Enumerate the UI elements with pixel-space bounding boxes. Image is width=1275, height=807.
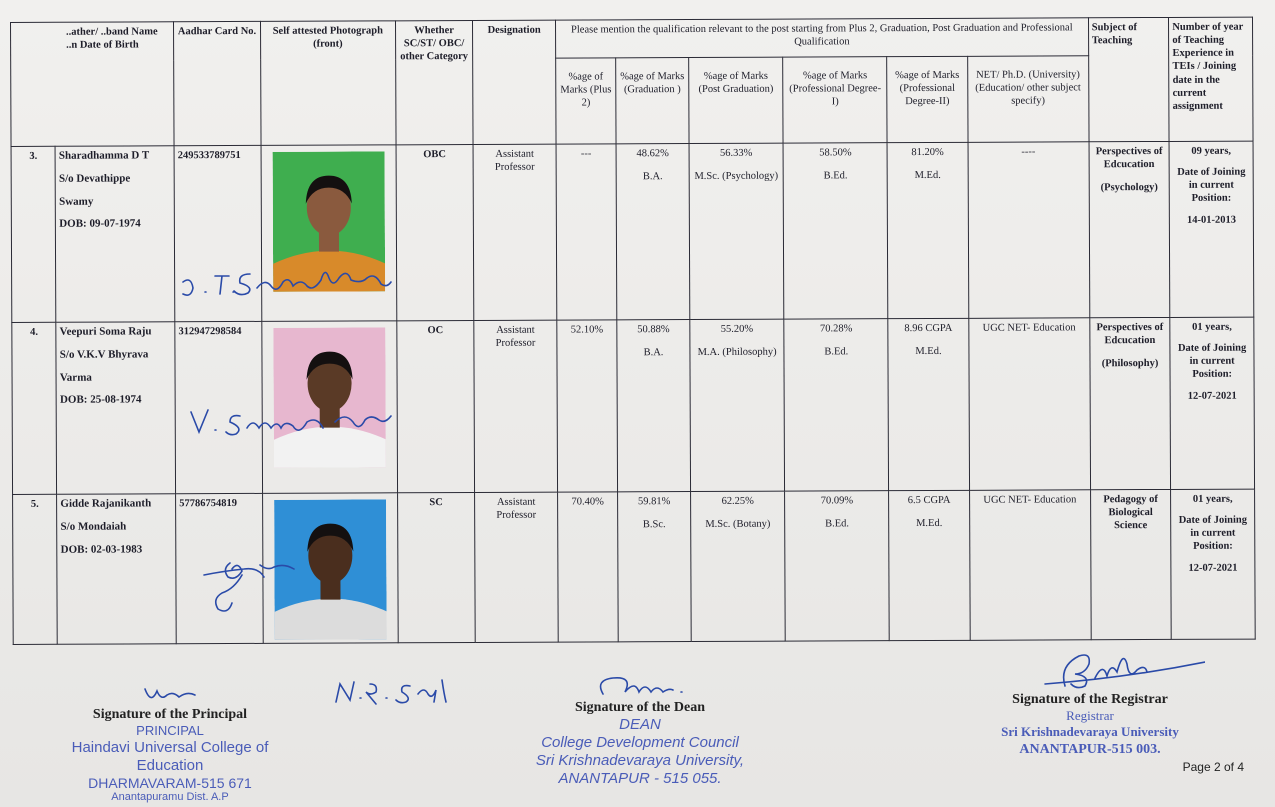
- principal-signature-block: [40, 685, 300, 805]
- row-experience-line: 14-01-2013: [1186, 214, 1237, 226]
- page-number: Page 2 of 4: [1182, 760, 1244, 774]
- row-subject-cell: [1090, 317, 1171, 489]
- row-name-line: Varma: [59, 371, 92, 384]
- row-degree: B.Ed.: [823, 170, 848, 182]
- row-percentage: 50.88%: [637, 324, 670, 336]
- row-name-line: Veepuri Soma Raju: [59, 325, 152, 338]
- row-experience-line: Date of Joining in current Position:: [1177, 342, 1247, 381]
- row-degree: M.Ed.: [914, 170, 941, 182]
- row-name-line: DOB: 02-03-1983: [60, 542, 143, 556]
- row-category: OC: [397, 320, 475, 492]
- row-subject-line: (Psychology): [1100, 182, 1158, 194]
- row-degree: B.A.: [643, 347, 664, 359]
- registrar-signature-block: [965, 648, 1215, 758]
- row-aadhar: 57786754819: [176, 493, 263, 643]
- header-category: Whether SC/ST/ OBC/ other Category: [395, 20, 473, 144]
- row-aadhar: 312947298584: [175, 321, 262, 493]
- header-photo: Self attested Photograph (front): [260, 21, 396, 146]
- extra-signature: [330, 672, 470, 712]
- header-prof-degree-2: %age of Marks (Professional Degree-II): [887, 56, 968, 142]
- dean-stamp-2: College Development Council: [541, 734, 739, 751]
- row-degree: B.Ed.: [824, 346, 849, 358]
- row-experience-line: Date of Joining in current Position:: [1178, 514, 1247, 553]
- dean-stamp-1: DEAN: [619, 716, 661, 733]
- registrar-title: Signature of the Registrar: [1012, 692, 1168, 707]
- row-graduation: [617, 320, 690, 492]
- row-name-cell: [55, 146, 175, 323]
- row-experience-line: 12-07-2021: [1188, 562, 1238, 574]
- registrar-stamp-2: Sri Krishnadevaraya University: [1001, 724, 1179, 740]
- principal-signature: [125, 685, 215, 707]
- row-post-graduation: [690, 319, 785, 491]
- header-plus2: %age of Marks (Plus 2): [556, 58, 617, 144]
- row-degree: B.Ed.: [825, 518, 850, 530]
- row-serial: 4.: [12, 322, 57, 494]
- header-net-phd: NET/ Ph.D. (University) (Education/ other subject specify): [967, 56, 1088, 143]
- row-experience-line: 12-07-2021: [1187, 390, 1237, 402]
- table-row: [11, 141, 1254, 322]
- dean-stamp-4: ANANTAPUR - 515 055.: [558, 770, 722, 787]
- header-subject: Subject of Teaching: [1088, 17, 1169, 141]
- header-qualification-group: Please mention the qualification relevant to the post starting from Plus 2, Graduation, Post Graduation and Professional Qualification: [555, 18, 1088, 58]
- row-subject-line: Perspectives of Edcucation: [1096, 321, 1164, 347]
- dean-title: Signature of the Dean: [574, 700, 706, 715]
- row-post-graduation: [689, 143, 784, 319]
- row-photo-cell: [261, 145, 397, 322]
- row-plus2: 52.10%: [557, 320, 618, 492]
- row-net-phd: ----: [968, 142, 1090, 319]
- staff-table: [10, 17, 1256, 645]
- row-degree: B.Sc.: [642, 519, 666, 531]
- row-degree: M.Sc. (Psychology): [694, 170, 779, 183]
- header-post-graduation: %age of Marks (Post Graduation): [688, 57, 783, 143]
- row-name-line: S/o V.K.V Bhyrava: [59, 348, 149, 361]
- row-percentage: 70.28%: [819, 323, 853, 335]
- table-row: [12, 317, 1255, 494]
- row-name-line: Swamy: [59, 195, 94, 208]
- row-degree: B.A.: [642, 171, 663, 183]
- row-plus2: 70.40%: [557, 492, 618, 642]
- header-name: ..ather/ ..band Name ..n Date of Birth: [11, 22, 175, 147]
- row-serial: 3.: [11, 146, 56, 322]
- principal-stamp-4: Anantapuramu Dist. A.P: [111, 791, 229, 804]
- row-prof1: [785, 491, 889, 641]
- header-graduation: %age of Marks (Graduation ): [616, 58, 689, 144]
- row-name-cell: [57, 494, 177, 645]
- row-post-graduation: [690, 491, 785, 641]
- row-name-line: S/o Devathippe: [58, 172, 131, 185]
- row-percentage: 48.62%: [636, 148, 669, 160]
- row-percentage: 59.81%: [637, 496, 671, 508]
- row-percentage: 8.96 CGPA: [904, 322, 953, 335]
- principal-stamp-1: PRINCIPAL: [136, 723, 204, 738]
- row-experience-line: Date of Joining in current Position:: [1177, 166, 1246, 205]
- principal-title: Signature of the Principal: [92, 707, 248, 722]
- row-subject-line: (Philosophy): [1101, 358, 1159, 370]
- row-serial: 5.: [13, 494, 58, 644]
- header-aadhar: Aadhar Card No.: [174, 21, 261, 145]
- row-degree: M.Sc. (Botany): [705, 518, 771, 531]
- dean-stamp-3: Sri Krishnadevaraya University,: [535, 752, 745, 769]
- row-subject-line: Perspectives of Edcucation: [1095, 145, 1163, 171]
- row-degree: M.A. (Philosophy): [697, 346, 777, 359]
- row-subject-cell: [1089, 141, 1170, 317]
- row-prof2: [889, 490, 970, 640]
- table-row: [13, 489, 1256, 644]
- row-percentage: 55.20%: [720, 323, 754, 335]
- dean-signature: [585, 672, 695, 700]
- row-percentage: 70.09%: [820, 495, 854, 507]
- row-experience-cell: [1169, 141, 1253, 317]
- registrar-stamp-3: ANANTAPUR-515 003.: [1019, 741, 1161, 757]
- row-name-line: DOB: 09-07-1974: [59, 217, 141, 231]
- row-net-phd: UGC NET- Education: [969, 490, 1091, 641]
- row-net-phd: UGC NET- Education: [969, 318, 1091, 491]
- passport-photo: [272, 151, 385, 291]
- row-percentage: 62.25%: [721, 495, 754, 507]
- principal-stamp-2: Haindavi Universal College of Education: [71, 738, 269, 774]
- row-experience-line: 09 years,: [1191, 145, 1232, 157]
- row-category: OBC: [396, 144, 474, 320]
- header-experience: Number of year of Teaching Experience in TEIs / Joining date in the current assignment: [1169, 17, 1253, 141]
- row-designation: Assistant Professor: [475, 492, 558, 642]
- row-experience-line: 01 years,: [1192, 493, 1233, 505]
- row-percentage: 6.5 CGPA: [907, 494, 951, 507]
- row-name-line: S/o Mondaiah: [60, 520, 127, 533]
- row-graduation: [616, 144, 689, 320]
- registrar-signature: [1025, 648, 1205, 692]
- row-graduation: [618, 492, 691, 642]
- header-prof-degree-1: %age of Marks (Professional Degree-I): [783, 57, 887, 143]
- row-experience-cell: [1171, 489, 1255, 639]
- row-prof2: [888, 318, 969, 490]
- row-degree: M.Ed.: [916, 518, 943, 530]
- row-percentage: 58.50%: [819, 147, 852, 159]
- row-aadhar: 249533789751: [174, 145, 261, 321]
- header-designation: Designation: [473, 20, 556, 144]
- row-prof1: [784, 319, 888, 491]
- row-percentage: 56.33%: [720, 147, 753, 159]
- row-designation: Assistant Professor: [473, 144, 556, 320]
- passport-photo: [273, 327, 386, 467]
- row-name-line: Sharadhamma D T: [58, 149, 150, 162]
- registrar-stamp-1: Registrar: [1066, 708, 1114, 723]
- row-prof1: [784, 143, 889, 319]
- row-degree: M.Ed.: [915, 346, 942, 358]
- passport-photo: [274, 499, 387, 639]
- row-name-cell: [56, 322, 176, 495]
- row-photo-cell: [262, 321, 398, 494]
- row-subject-line: Pedagogy of Biological Science: [1103, 493, 1158, 532]
- principal-stamp-3: DHARMAVARAM-515 671: [88, 774, 252, 791]
- dean-signature-block: [510, 672, 770, 788]
- row-prof2: [887, 142, 968, 318]
- row-designation: Assistant Professor: [474, 320, 557, 492]
- row-subject-cell: [1090, 489, 1171, 639]
- row-name-line: Gidde Rajanikanth: [60, 497, 152, 510]
- row-experience-cell: [1170, 317, 1254, 489]
- row-plus2: ---: [556, 144, 617, 320]
- row-category: SC: [397, 492, 475, 642]
- row-name-line: DOB: 25-08-1974: [59, 393, 142, 407]
- row-percentage: 81.20%: [911, 146, 944, 159]
- row-photo-cell: [262, 493, 398, 644]
- row-experience-line: 01 years,: [1192, 321, 1232, 333]
